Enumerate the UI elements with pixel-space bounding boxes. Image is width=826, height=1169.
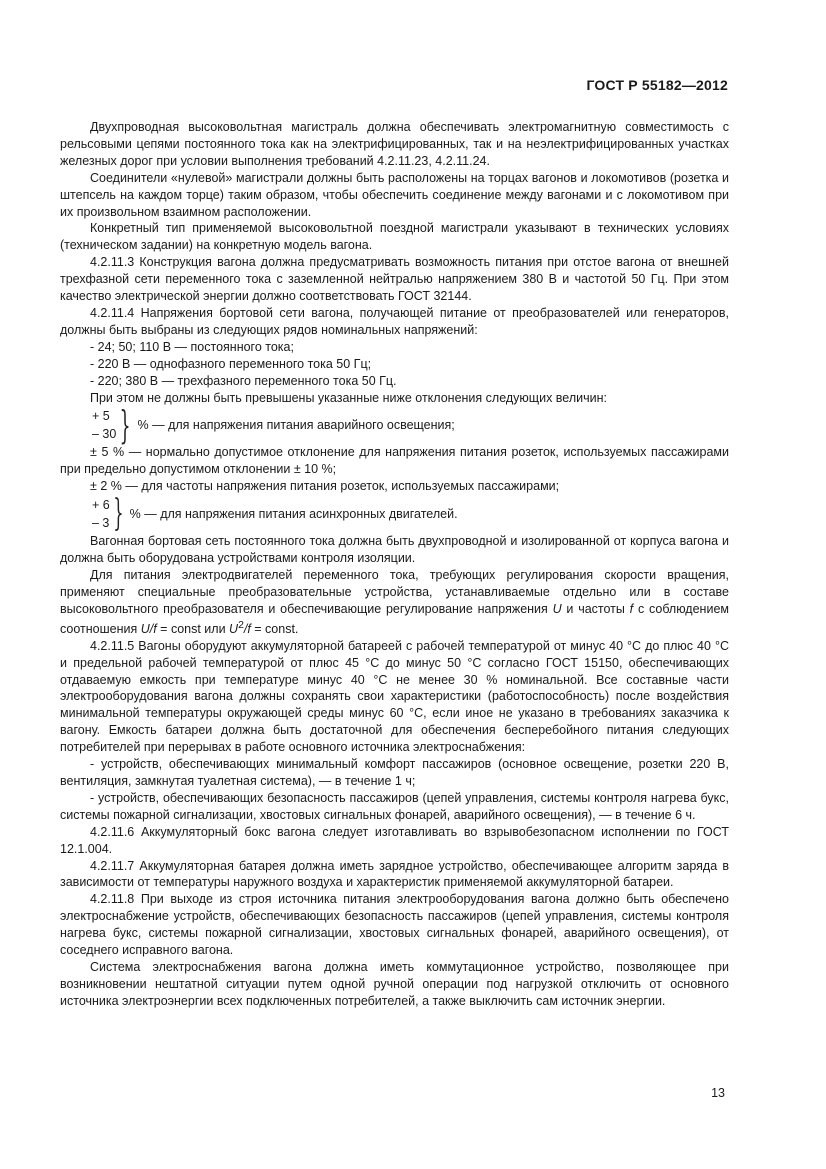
clause-4-2-11-3: 4.2.11.3 Конструкция вагона должна предусматривать возможность питания при отстое вагона от внешней трехфазной сети переменного тока с заземленной нейтралью напряжением 380 В и частотой 50 Гц. При этом качество электрической энергии должно соответствовать ГОСТ 32144.: [60, 255, 729, 304]
text-run: с соблюдением соотношения: [60, 601, 729, 636]
paragraph: ± 5 % — нормально допустимое отклонение для напряжения питания розеток, используемых пассажирами при предельно допустимом отклонении ± 10 %;: [60, 445, 729, 477]
formula-var: U: [229, 621, 239, 636]
text-run: Для питания электродвигателей переменного тока, требующих регулирования скорости вращения, применяют специальные преобразовательные устройства, устанавливаемые отдельно или в составе высоковольтного преобразователя и обеспечивающие регулирование напряжения: [60, 567, 729, 616]
clause-4-2-11-6: 4.2.11.6 Аккумуляторный бокс вагона следует изготавливать во взрывобезопасном исполнении по ГОСТ 12.1.004.: [60, 824, 729, 856]
deviation-emergency-lighting: [60, 403, 729, 448]
text-run: = const.: [250, 621, 299, 636]
deviation-minus: – 3: [92, 516, 110, 531]
document-body: [60, 119, 729, 1010]
clause-4-2-11-8: 4.2.11.8 При выходе из строя источника питания электрооборудования вагона должно быть обеспечено электроснабжение устройств, обеспечивающих безопасность пассажиров (цепей управления, системы контроля нагрева букс, системы пожарной сигнализации, хвостовых сигнальных фонарей, аварийного освещения), от соседнего исправного вагона.: [60, 892, 729, 958]
document-header: ГОСТ Р 55182—2012: [586, 77, 728, 93]
clause-4-2-11-7: 4.2.11.7 Аккумуляторная батарея должна иметь зарядное устройство, обеспечивающее алгоритм заряда в зависимости от температуры наружного воздуха и характеристик применяемой аккумуляторной батареи.: [60, 858, 729, 890]
paragraph: При этом не должны быть превышены указанные ниже отклонения следующих величин:: [90, 390, 607, 405]
page-number: 13: [711, 1086, 725, 1100]
deviation-async-motors: [60, 493, 729, 535]
list-item: - устройств, обеспечивающих минимальный комфорт пассажиров (основное освещение, розетки 220 В, вентиляция, замкнутая туалетная система), — в течение 1 ч;: [60, 757, 729, 788]
deviation-plus: + 5: [92, 409, 110, 424]
paragraph: Соединители «нулевой» магистрали должны быть расположены на торцах вагонов и локомотивов (розетка и штепсель на каждом торце) таким образом, чтобы обеспечить соединение между вагонами и с локомотивом при их произвольном взаимном расположении.: [60, 170, 729, 219]
list-item: - 220 В — однофазного переменного тока 50 Гц;: [90, 356, 372, 371]
formula-var: /f: [243, 621, 251, 636]
paragraph: Вагонная бортовая сеть постоянного тока должна быть двухпроводной и изолированной от корпуса вагона и должна быть оборудована устройствами контроля изоляции.: [60, 534, 729, 566]
text-run: = const или: [156, 621, 230, 636]
paragraph: Система электроснабжения вагона должна иметь коммутационное устройство, позволяющее при возникновении нештатной ситуации путем одной ручной операции под нагрузкой отключить от основного источника электроэнергии всех подключенных потребителей, а также выключить сам источник энергии.: [60, 959, 729, 1008]
list-item: - устройств, обеспечивающих безопасность пассажиров (цепей управления, системы контроля нагрева букс, системы пожарной сигнализации, хвостовых сигнальных фонарей, аварийного освещения), — в течение 6 ч.: [60, 790, 729, 822]
clause-4-2-11-4: 4.2.11.4 Напряжения бортовой сети вагона, получающей питание от преобразователей или генераторов, должны быть выбраны из следующих рядов номинальных напряжений:: [60, 305, 729, 337]
formula-var: U/f: [140, 621, 157, 636]
list-item: - 24; 50; 110 В — постоянного тока;: [90, 339, 294, 354]
deviation-minus: – 30: [92, 427, 117, 442]
right-brace: }: [119, 403, 131, 448]
paragraph-motor-control: [60, 567, 729, 638]
paragraph: ± 2 % — для частоты напряжения питания розеток, используемых пассажирами;: [90, 479, 560, 494]
list-item: - 220; 380 В — трехфазного переменного тока 50 Гц.: [90, 373, 397, 388]
deviation-plus: + 6: [92, 498, 110, 513]
text-run: и частоты: [561, 601, 630, 616]
deviation-values: [92, 407, 116, 443]
paragraph: Двухпроводная высоковольтная магистраль должна обеспечивать электромагнитную совместимость с рельсовыми цепями постоянного тока как на электрифицированных, так и на неэлектрифицированных участках железных дорог при условии выполнения требований 4.2.11.23, 4.2.11.24.: [60, 120, 729, 168]
deviation-text: % — для напряжения питания аварийного освещения;: [137, 417, 455, 432]
formula-var: U: [552, 601, 562, 616]
clause-4-2-11-5: 4.2.11.5 Вагоны оборудуют аккумуляторной батареей с рабочей температурой от минус 40 °С до плюс 40 °С и предельной рабочей температурой от плюс 45 °С до минус 50 °С согласно ГОСТ 15150, обеспечивающих отдаваемую емкость при температуре минус 40 °С не менее 30 % номинальной. Все составные части электрооборудования вагона должны сохранять свои характеристики (работоспособность) после воздействия минимальной температуры окружающей среды минус 60 °С, если иное не указано в требованиях заказчика к вагону. Емкость батареи должна быть достаточной для обеспечения бесперебойного питания следующих потребителей при перерывах в работе основного источника электроснабжения:: [60, 638, 729, 755]
formula-var: f: [629, 601, 634, 616]
formula-superscript: 2: [238, 619, 244, 631]
paragraph: Конкретный тип применяемой высоковольтной поездной магистрали указывают в технических условиях (техническом задании) на конкретную модель вагона.: [60, 221, 729, 253]
deviation-text: % — для напряжения питания асинхронных двигателей.: [129, 506, 458, 521]
deviation-values: [92, 496, 110, 532]
right-brace: }: [113, 493, 124, 535]
